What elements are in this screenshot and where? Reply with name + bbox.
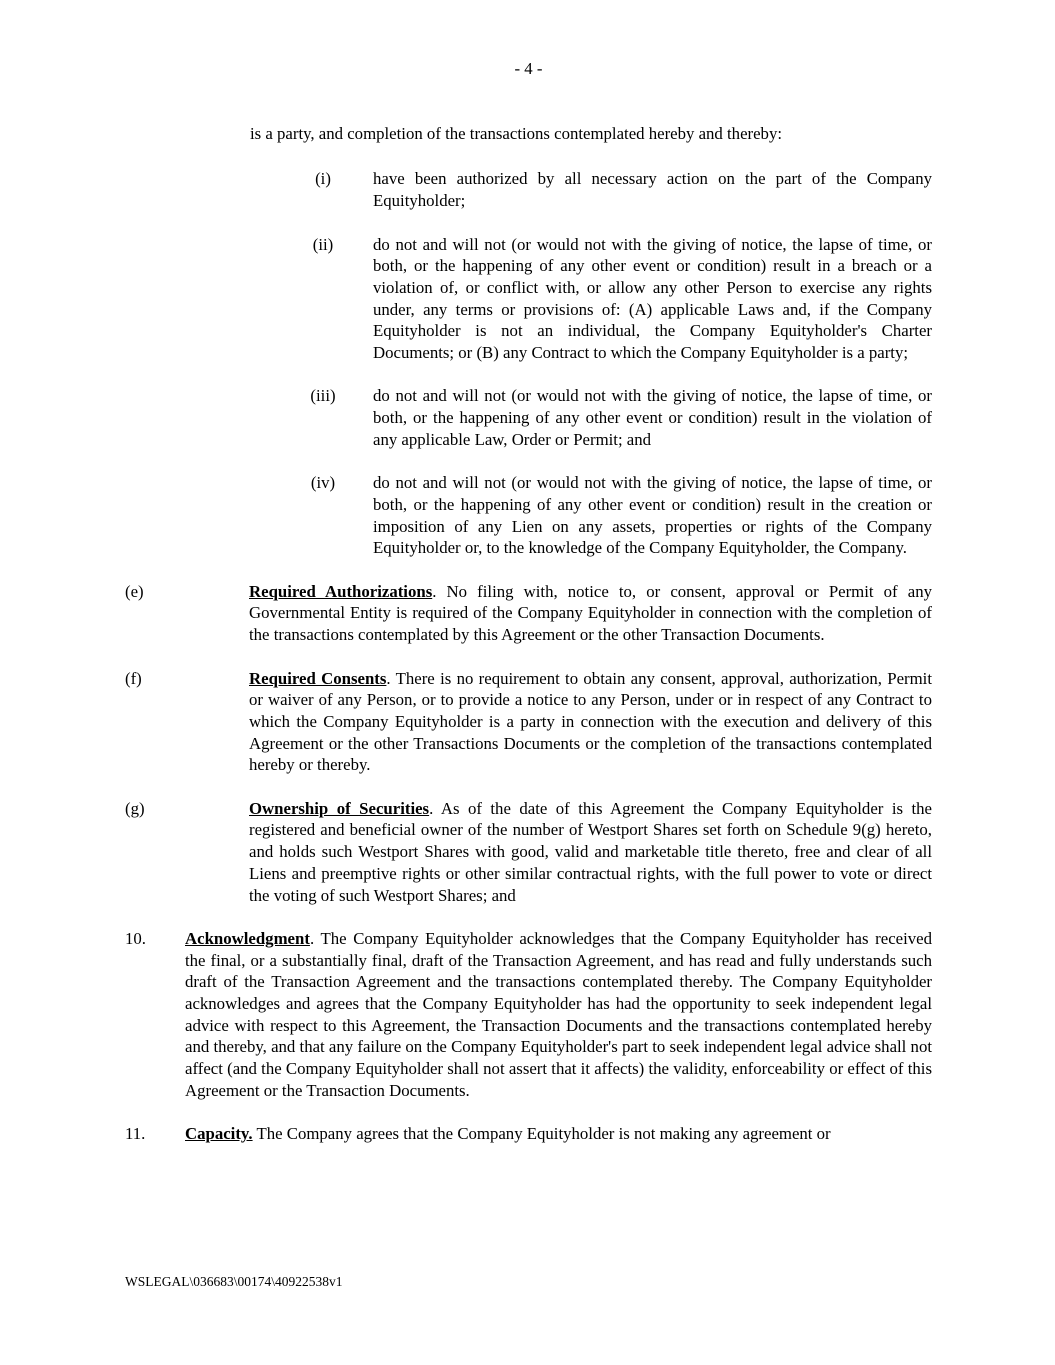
section-text [185,1123,932,1145]
clause-f [125,668,933,777]
clause-heading: Required Consents [249,668,387,688]
section-heading: Acknowledgment [185,928,310,948]
list-item-text: have been authorized by all necessary action on the part of the Company Equityholder; [373,169,932,211]
section-text [185,928,932,1102]
section-number: 10. [125,928,146,948]
section-number: 11. [125,1124,146,1144]
clause-heading: Required Authorizations [249,581,433,601]
list-item-label: (iv) [310,473,336,493]
clause-body: . No filing with, notice to, or consent, approval or Permit of any Governmental Entity is required of the Company Equityholder in connection with the completion of the transactions contemplated by this Agreement or the other Transaction Documents. [249,581,932,645]
section-11 [125,1123,932,1145]
section-body: The Company agrees that the Company Equityholder is not making any agreement or [252,1124,831,1144]
section-body: . The Company Equityholder acknowledges that the Company Equityholder has received the final, or a substantially final, draft of the Transaction Agreement, and has read and fully understands such draft of the Transaction Agreement and the transactions contemplated thereby. The Company Equityholder acknowledges and agrees that the Company Equityholder has had the opportunity to seek independent legal advice with respect to this Agreement, the Transaction Documents and the transactions contemplated hereby and thereby, and that any failure on the Company Equityholder's part to seek independent legal advice shall not affect (and the Company Equityholder shall not assert that it affects) the validity, enforceability or effect of this Agreement or the Transaction Documents. [185,928,932,1100]
section-heading: Capacity. [185,1124,253,1144]
list-item-label: (ii) [312,234,334,254]
clause-label: (e) [125,581,144,601]
clause-body: . As of the date of this Agreement the Company Equityholder is the registered and beneficial owner of the number of Westport Shares set forth on Schedule 9(g) hereto, and holds such Westport Shares with good, valid and marketable title thereto, free and clear of all Liens and preemptive rights or other similar contractual rights, with the full power to vote or direct the voting of such Westport Shares; and [249,798,932,905]
clause-heading: Ownership of Securities [249,798,430,818]
clause-text [249,668,932,777]
clause-e [125,581,932,646]
clause-label: (g) [125,798,145,818]
clause-label: (f) [125,668,142,688]
list-item-ii [312,234,932,364]
clause-g [125,798,932,907]
list-item-label: (i) [315,169,331,189]
page-number: - 4 - [514,59,543,78]
clause-body: . There is no requirement to obtain any consent, approval, authorization, Permit or waiver of any Person, or to provide a notice to any Person, under or in respect of any Contract to which the Company Equityholder is a party in connection with the execution and delivery of this Agreement or the other Transactions Documents or the completion of the transactions contemplated hereby or thereby. [249,668,933,775]
clause-text [249,581,932,646]
list-item-text: do not and will not (or would not with the giving of notice, the lapse of time, or both, or the happening of any other event or condition) result in the creation or imposition of any Lien on any assets, properties or rights of the Company Equityholder or, to the knowledge of the Company Equityholder, the Company. [373,473,932,558]
footer-text: WSLEGAL\036683\00174\40922538v1 [125,1274,343,1289]
list-item-text: do not and will not (or would not with the giving of notice, the lapse of time, or both, or the happening of any other event or condition) result in the violation of any applicable Law, Order or Permit; and [373,386,932,449]
section-10 [125,928,932,1102]
list-item-iii [310,385,932,450]
list-item-iv [310,472,932,559]
list-item-label: (iii) [310,386,336,406]
intro-paragraph: is a party, and completion of the transactions contemplated hereby and thereby: [250,123,783,143]
clause-text [249,798,932,907]
list-item-text: do not and will not (or would not with the giving of notice, the lapse of time, or both, or the happening of any other event or condition) result in a breach or a violation of, or conflict with, or allow any other Person to exercise any rights under, any terms or provisions of: (A) applicable Laws and, if the Company Equityholder is not an individual, the Company Equityholder's Charter Documents; or (B) any Contract to which the Company Equityholder is a party; [373,234,932,363]
list-item-i [315,168,932,211]
